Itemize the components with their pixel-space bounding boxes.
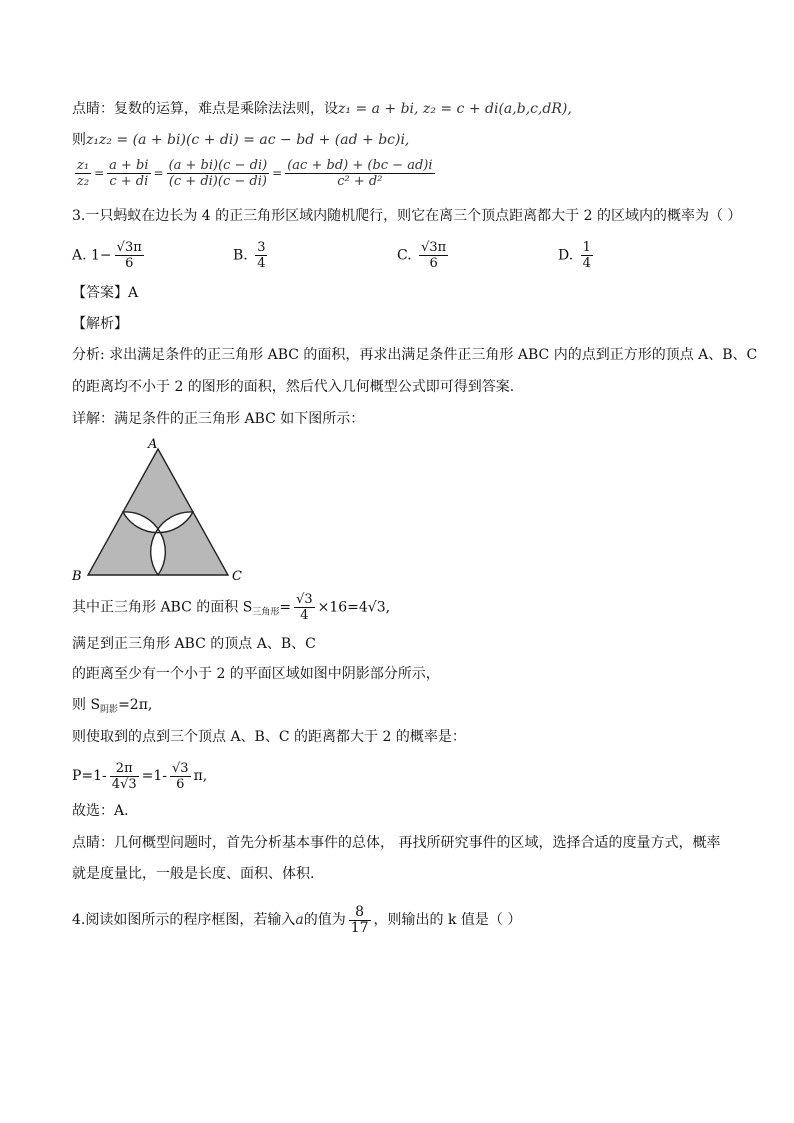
quotient-formula: $\frac{\text{z₁}}{\text{z₂}}$ = $\frac{a + bi}{c + di}$ = $\frac{(a + bi)(c - di)}{(c + di)(c - di)}$ = $\frac{(ac + bd) + (bc - ad)i}{\text{c² + d²}}$ [77,158,433,189]
analysis-text-1: 分析: 求出满足条件的正三角形 ABC 的面积，再求出满足条件正三角形 ABC 内的点到正方形的顶点 A、B、C [72,347,758,363]
q-f1-den: z₂ [77,174,90,189]
q-f1-num: z₁ [77,158,90,173]
shadow-area-line [72,695,152,720]
probability-formula [72,758,207,794]
option-b-label: B. [233,247,248,264]
triangle-area-line [72,592,390,623]
analysis-heading: 【解析】 [72,316,128,332]
q-f2-num: a + bi [109,158,149,173]
choose-line: 故选：A. [72,803,129,819]
detail-text: 详解：满足条件的正三角形 ABC 如下图所示： [72,411,365,427]
note-complex-ops-text: 点睛：复数的运算，难点是乘除法法则，设 [72,101,338,117]
q4-var: a [295,912,304,928]
option-b-den: 4 [257,256,266,271]
option-c-num: √3π [421,240,447,255]
analysis-text-2: 的距离均不小于 2 的图形的面积，然后代入几何概型公式即可得到答案. [72,379,515,395]
q-f2-den: c + di [107,173,150,189]
q-f4-num: (ac + bd) + (bc − ad)i [287,158,433,173]
note-complex-ops [72,99,572,119]
p-prefix: P=1- [72,768,107,784]
area-eq: = [279,599,292,616]
q-f3-num: (a + bi)(c − di) [168,158,268,173]
p-f1-num: 2π [115,760,133,776]
q4-num: 8 [355,903,365,920]
complex-def-formula: z₁ = a + bi, z₂ = c + di(a,b,c,dR), [338,101,572,117]
note-text-2: 就是度量比，一般是长度、面积、体积. [72,866,315,882]
option-c [397,240,451,271]
product-prefix: 则 [72,132,86,148]
p-f2-num: √3 [172,760,189,776]
q-f4-den: c² + d² [285,173,434,189]
question-3-stem: 3.一只蚂蚁在边长为 4 的正三角形区域内随机爬行，则它在离三个顶点距离都大于 2 的区域内的概率为（ ） [72,208,742,224]
option-d-den: 4 [582,256,591,271]
area-prefix: 其中正三角形 ABC 的面积 S [72,599,253,616]
option-b-num: 3 [257,240,266,255]
option-d-num: 1 [582,240,591,255]
option-d-label: D. [558,247,574,264]
option-c-den: 6 [419,255,448,271]
option-a-num: √3π [116,240,142,255]
question-4-stem [72,902,521,938]
option-d [558,240,596,271]
area-frac-num: √3 [296,592,313,607]
triangle-figure [70,434,250,584]
q4-prefix: 4.阅读如图所示的程序框图，若输入 [72,912,296,928]
q4-den: 17 [350,919,369,936]
product-formula: z₁z₂ = (a + bi)(c + di) = ac − bd + (ad + bc)i, [86,132,410,148]
vertex-b-label: B [72,569,82,584]
p-f1-den: 4√3 [111,776,137,792]
shadow-area-prefix: 则 S [72,697,101,713]
shadow-area-sub: 阴影 [100,705,119,715]
shadow-description-line: 的距离至少有一个小于 2 的平面区域如图中阴影部分所示， [72,666,440,682]
option-c-label: C. [397,247,412,264]
p-suffix: π, [193,768,208,784]
p-mid: =1- [141,768,167,784]
option-b [233,240,270,271]
shadow-area-rest: =2π, [118,697,153,713]
vertex-c-label: C [232,569,242,584]
vertex-a-label: A [148,437,158,452]
option-a-prefix: 1− [91,247,112,264]
option-a [72,240,147,271]
area-frac-den: 4 [294,607,315,623]
area-rest: ×16=4√3, [317,599,391,616]
q4-suffix: ，则输出的 k 值是（ ） [373,912,522,928]
q-f3-den: (c + di)(c − di) [167,173,270,189]
product-formula-line [72,130,409,150]
option-a-den: 6 [115,255,144,271]
p-f2-den: 6 [170,776,191,792]
area-sub: 三角形 [252,607,280,618]
vertices-line: 满足到正三角形 ABC 的顶点 A、B、C [72,636,316,652]
option-a-label: A. [72,247,87,264]
probability-intro-line: 则使取到的点到三个顶点 A、B、C 的距离都大于 2 的概率是： [72,729,466,745]
q4-mid: 的值为 [303,912,346,928]
answer-line: 【答案】A [72,285,139,301]
note-text-1: 点睛：几何概型问题时，首先分析基本事件的总体， 再找所研究事件的区域，选择合适的度量方式，概率 [72,835,721,851]
